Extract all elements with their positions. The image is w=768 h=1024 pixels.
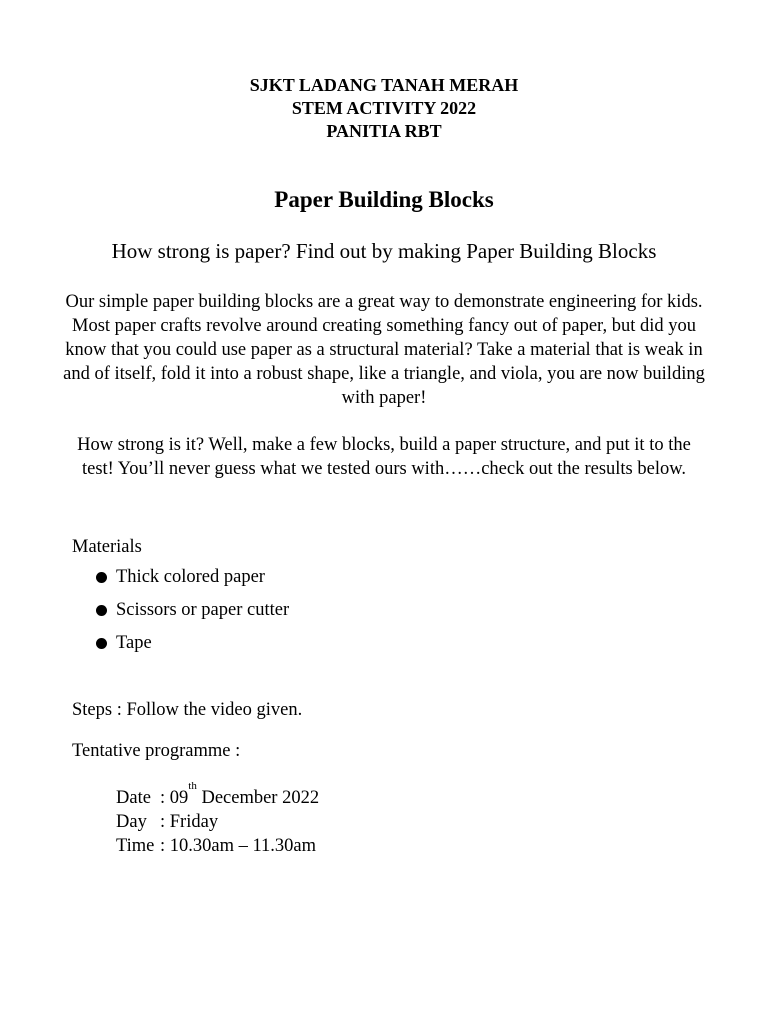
header-block <box>0 74 768 143</box>
test-paragraph: How strong is it? Well, make a few blocks, build a paper structure, and put it to the test! You’ll never guess what we tested ours with……check out the results below. <box>77 435 691 479</box>
list-item <box>96 631 289 664</box>
date-label: Date <box>116 788 151 808</box>
schedule-date-row: Date : 09 th December 2022 <box>116 780 320 808</box>
material-label: Scissors or paper cutter <box>116 600 290 620</box>
steps-text: Steps : Follow the video given. <box>72 700 303 720</box>
page-title: Paper Building Blocks <box>274 187 494 212</box>
date-rest: December 2022 <box>201 788 320 808</box>
material-label: Thick colored paper <box>116 567 265 587</box>
bullet-icon <box>96 572 107 583</box>
day-value: Friday <box>169 812 219 832</box>
list-item <box>96 598 289 631</box>
materials-list <box>96 565 289 664</box>
list-item <box>96 565 289 598</box>
page-subtitle: How strong is paper? Find out by making Paper Building Blocks <box>111 239 657 263</box>
time-label: Time <box>116 836 155 856</box>
school-name: SJKT LADANG TANAH MERAH <box>249 75 519 95</box>
intro-paragraph: Our simple paper building blocks are a great way to demonstrate engineering for kids. Most paper crafts revolve around creating something fancy out of paper, but did you know that you could use paper as a structural material? Take a material that is weak in and of itself, fold it into a robust shape, like a triangle, and viola, you are now building with paper! <box>63 292 705 408</box>
committee-name: PANITIA RBT <box>326 121 442 141</box>
schedule-day-row: Day : Friday <box>116 812 219 832</box>
bullet-icon <box>96 605 107 616</box>
day-label: Day <box>116 812 147 832</box>
schedule-block <box>116 780 320 858</box>
schedule-time-row: Time : 10.30am – 11.30am <box>116 836 317 856</box>
material-label: Tape <box>116 633 152 653</box>
date-suffix: th <box>188 780 197 792</box>
date-day: 09 <box>169 788 189 808</box>
activity-name: STEM ACTIVITY 2022 <box>291 98 477 118</box>
tentative-heading: Tentative programme : <box>72 741 241 761</box>
time-value: 10.30am – 11.30am <box>169 836 317 856</box>
materials-heading: Materials <box>72 537 142 557</box>
bullet-icon <box>96 638 107 649</box>
